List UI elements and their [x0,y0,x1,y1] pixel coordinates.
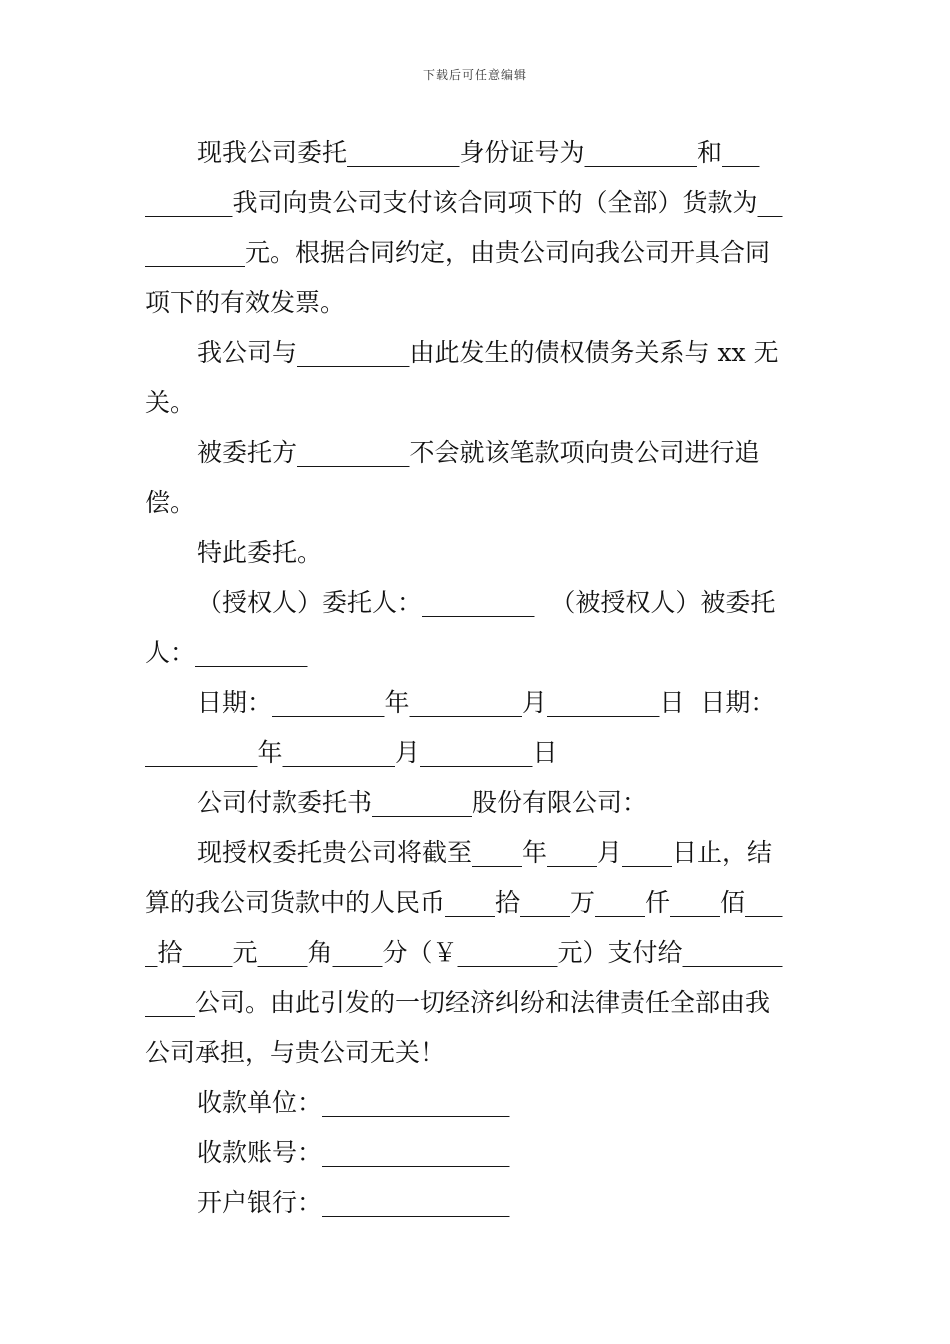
paragraph-line: _拾____元____角____分（￥________元）支付给________ [145,938,783,967]
paragraph-line: 算的我公司货款中的人民币____拾____万____仟____佰___ [145,888,783,917]
paragraph-line: _________年_________月_________日 [145,738,558,767]
paragraph-line: 项下的有效发票。 [145,288,346,317]
paragraph-line: 关。 [145,388,196,417]
paragraph-line: 公司承担，与贵公司无关！ [145,1038,446,1067]
document-body [145,128,810,1228]
paragraph-line: ____公司。由此引发的一切经济纠纷和法律责任全部由我 [145,988,771,1017]
bank-line: 开户银行：_______________ [197,1188,510,1217]
paragraph-line: 公司付款委托书________股份有限公司： [197,788,648,817]
paragraph-line: 人：_________ [145,638,308,667]
paragraph-line: 现授权委托贵公司将截至____年____月____日止，结 [197,838,773,867]
payee-account-line: 收款账号：_______________ [197,1138,510,1167]
paragraph-line: 特此委托。 [197,538,323,567]
paragraph-line: （授权人）委托人：_________ （被授权人）被委托 [197,588,776,617]
payee-unit-line: 收款单位：_______________ [197,1088,510,1117]
paragraph-line: 偿。 [145,488,196,517]
paragraph-line: ________元。根据合同约定，由贵公司向我公司开具合同 [145,238,771,267]
paragraph-line: 被委托方_________不会就该笔款项向贵公司进行追 [197,438,760,467]
paragraph-line: _______我司向贵公司支付该合同项下的（全部）货款为__ [145,188,783,217]
paragraph-line: 日期：_________年_________月_________日 日期： [197,688,776,717]
paragraph-line: 现我公司委托_________身份证号为_________和___ [197,138,760,167]
header-note: 下载后可任意编辑 [422,68,527,82]
paragraph-line: 我公司与_________由此发生的债权债务关系与 xx 无 [197,338,779,367]
